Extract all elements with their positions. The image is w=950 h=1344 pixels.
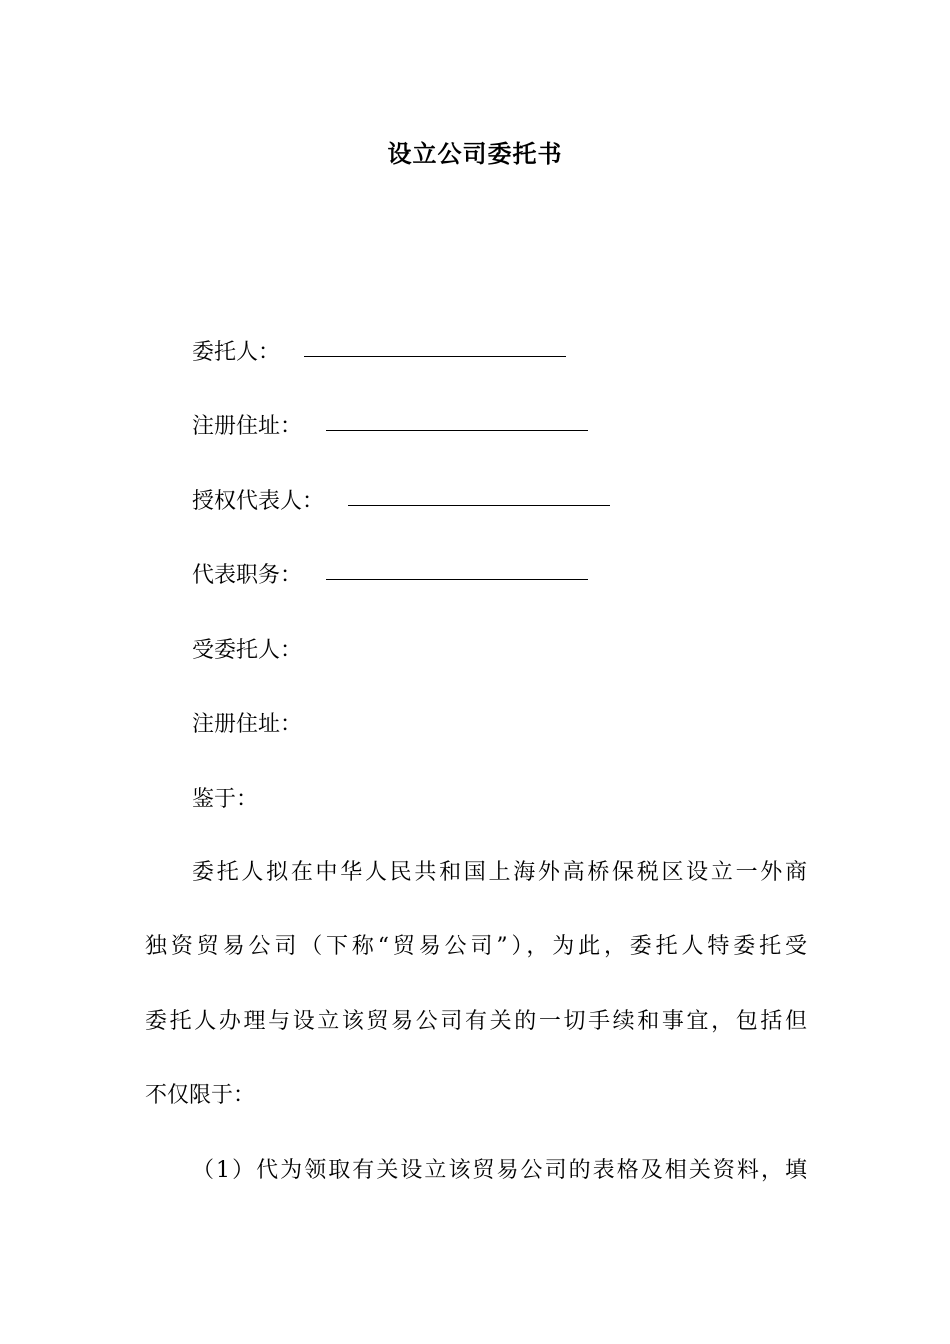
field-position-blank [326, 578, 588, 580]
field-address-1-blank [326, 429, 588, 431]
field-principal [192, 338, 566, 368]
field-principal-label: 委托人： [192, 340, 281, 365]
field-address-1 [192, 412, 588, 442]
paragraph-line-4: 不仅限于： [145, 1083, 256, 1108]
field-representative [192, 487, 610, 517]
field-representative-label: 授权代表人： [192, 489, 325, 514]
field-address-2 [192, 710, 302, 740]
main-paragraph [145, 858, 807, 1108]
field-position-label: 代表职务： [192, 563, 303, 588]
field-principal-blank [304, 355, 566, 357]
whereas-label: 鉴于： [192, 787, 259, 812]
paragraph-line-1: 委托人拟在中华人民共和国上海外高桥保税区设立一外商 [192, 860, 807, 885]
field-position [192, 561, 588, 591]
document-title: 设立公司委托书 [387, 139, 563, 168]
whereas-heading [192, 785, 258, 815]
field-address-1-label: 注册住址： [192, 414, 303, 439]
field-representative-blank [348, 504, 610, 506]
field-agent-label: 受委托人： [192, 638, 303, 663]
item-1-text: （1）代为领取有关设立该贸易公司的表格及相关资料，填 [192, 1158, 807, 1183]
paragraph-line-3: 委托人办理与设立该贸易公司有关的一切手续和事宜，包括但 [145, 1009, 807, 1034]
paragraph-line-2: 独资贸易公司（下称“贸易公司”），为此，委托人特委托受 [145, 934, 807, 959]
field-agent [192, 636, 302, 666]
item-1 [145, 1156, 807, 1188]
field-address-2-label: 注册住址： [192, 712, 303, 737]
